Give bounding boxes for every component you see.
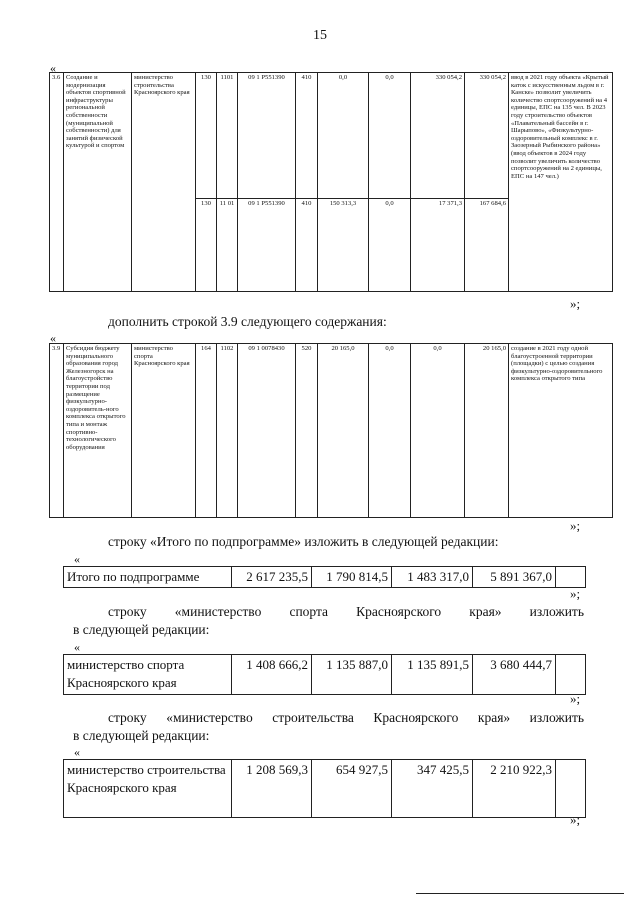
value-year3: 17 371,3: [411, 199, 465, 292]
vr-code: 410: [296, 73, 318, 199]
value-year3: 330 054,2: [411, 73, 465, 199]
ministry-name: министерство строительства Красноярского края: [132, 73, 196, 292]
expected-result: создание в 2021 году одной благоустроенной территории (площадки) с целью создания физкультурно-оздоровительного комплекса открытого типа: [509, 344, 613, 518]
value-total: 3 680 444,7: [473, 655, 556, 695]
close-mark: »;: [570, 691, 581, 706]
value-year2: 654 927,5: [312, 760, 392, 818]
value-year3: 347 425,5: [392, 760, 473, 818]
grbs-code: 130: [196, 73, 217, 199]
open-quote: «: [50, 331, 56, 345]
row-label: Итого по подпрограмме: [64, 567, 232, 588]
csr-code: 09 1 0078430: [238, 344, 296, 518]
value-total: 5 891 367,0: [473, 567, 556, 588]
close-mark: »;: [570, 812, 581, 827]
grbs-code: 130: [196, 199, 217, 292]
open-quote: «: [50, 61, 56, 75]
row-label: министерство строительства Красноярского края: [64, 760, 232, 818]
row-number: 3.6: [50, 73, 64, 292]
row-label: министерство спорта Красноярского края: [64, 655, 232, 695]
value-year1: 20 165,0: [318, 344, 369, 518]
open-quote: «: [74, 552, 80, 566]
table-row-3-6: [49, 72, 613, 292]
instruction-text: строку «Итого по подпрограмме» изложить в следующей редакции:: [108, 534, 499, 549]
close-mark: »;: [570, 586, 581, 601]
value-year2: 0,0: [369, 199, 411, 292]
instruction-text: строку «министерство спорта Красноярского края» изложить: [108, 604, 584, 619]
table-ministry-construction: [63, 759, 586, 818]
value-year3: 1 135 891,5: [392, 655, 473, 695]
empty-cell: [556, 760, 586, 818]
table-total-subprogram: [63, 566, 586, 588]
value-year1: 2 617 235,5: [232, 567, 312, 588]
value-year1: 1 208 569,3: [232, 760, 312, 818]
value-total: 330 054,2: [465, 73, 509, 199]
value-year3: 0,0: [411, 344, 465, 518]
value-year1: 150 313,3: [318, 199, 369, 292]
value-total: 2 210 922,3: [473, 760, 556, 818]
footer-rule: [416, 893, 624, 894]
value-year1: 0,0: [318, 73, 369, 199]
close-mark: »;: [570, 296, 581, 311]
expected-result: ввод в 2021 году объекта «Крытый каток с искусственным льдом в г. Канске» позволит увеличить количество спортсооружений на 4 единицы, ЕПС на 135 чел. В 2023 году строительство объектов «Плавательный бассейн в г. Шарыпово», «Физкультурно-оздоровительный комплекс в г. Заозерный Рыбинского района» (ввод объектов в 2024 году позволит увеличить количество спортсооружений на 2 единицы, ЕПС на 147 чел.): [509, 73, 613, 292]
table-row-3-9: [49, 343, 613, 518]
instruction-text: строку «министерство строительства Красноярского края» изложить: [108, 710, 584, 725]
rzpr-code: 11 01: [217, 199, 238, 292]
value-year3: 1 483 317,0: [392, 567, 473, 588]
value-year2: 1 790 814,5: [312, 567, 392, 588]
page-number: 15: [313, 28, 327, 43]
value-total: 167 684,6: [465, 199, 509, 292]
value-year2: 1 135 887,0: [312, 655, 392, 695]
open-quote: «: [74, 640, 80, 654]
grbs-code: 164: [196, 344, 217, 518]
value-year2: 0,0: [369, 73, 411, 199]
value-year2: 0,0: [369, 344, 411, 518]
ministry-name: министерство спорта Красноярского края: [132, 344, 196, 518]
rzpr-code: 1101: [217, 73, 238, 199]
empty-cell: [556, 567, 586, 588]
value-year1: 1 408 666,2: [232, 655, 312, 695]
close-mark: »;: [570, 518, 581, 533]
empty-cell: [556, 655, 586, 695]
vr-code: 520: [296, 344, 318, 518]
value-total: 20 165,0: [465, 344, 509, 518]
rzpr-code: 1102: [217, 344, 238, 518]
table-ministry-sport: [63, 654, 586, 695]
instruction-text: в следующей редакции:: [73, 728, 210, 743]
csr-code: 09 1 Р551390: [238, 73, 296, 199]
event-name: Субсидия бюджету муниципального образования город Железногорск на благоустройство территории под размещение физкультурно-оздоровитель-ного комплекса открытого типа и монтаж спортивно-технологического оборудования: [64, 344, 132, 518]
row-number: 3.9: [50, 344, 64, 518]
open-quote: «: [74, 745, 80, 759]
vr-code: 410: [296, 199, 318, 292]
csr-code: 09 1 Р551390: [238, 199, 296, 292]
instruction-text: дополнить строкой 3.9 следующего содержания:: [108, 314, 387, 329]
event-name: Создание и модернизация объектов спортивной инфраструктуры региональной собственности (муниципальной собственности) для занятий физической культурой и спортом: [64, 73, 132, 292]
instruction-text: в следующей редакции:: [73, 622, 210, 637]
